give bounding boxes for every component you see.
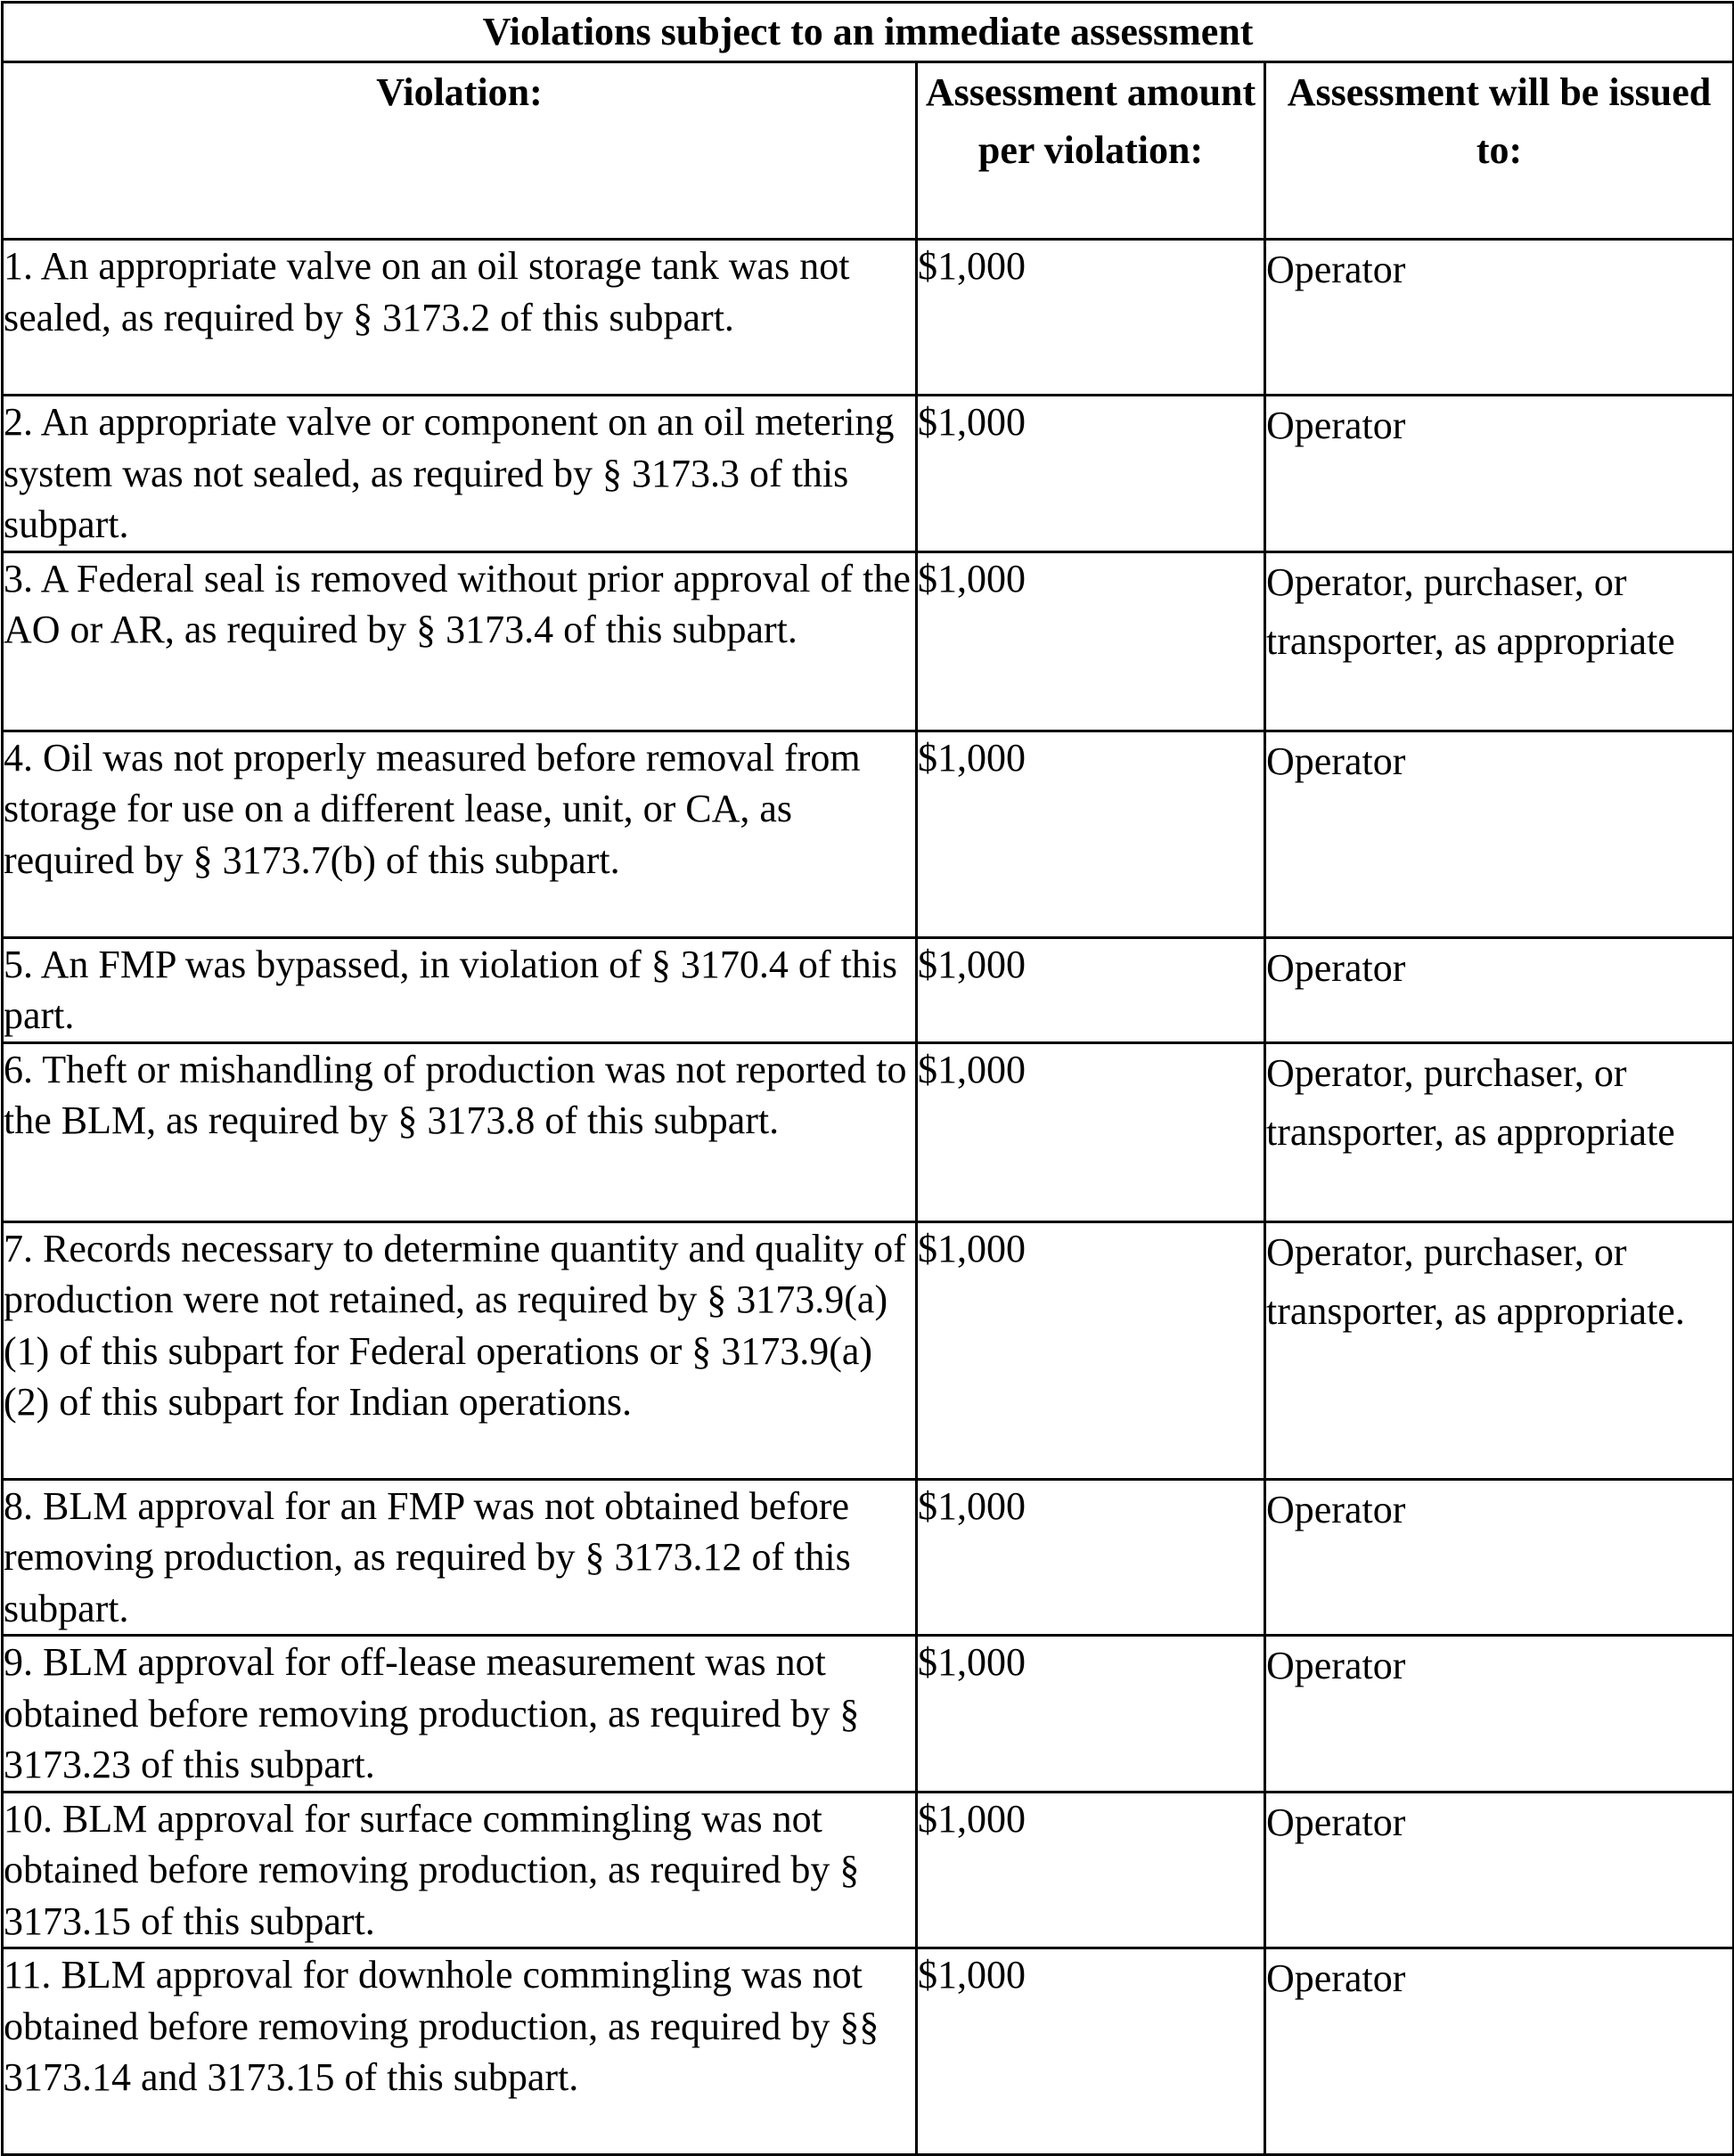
amount-cell: $1,000 [917, 1792, 1265, 1948]
violation-cell: 3. A Federal seal is removed without prior approval of the AO or AR, as required by § 3173.4 of this subpart. [3, 551, 917, 731]
amount-cell: $1,000 [917, 1636, 1265, 1793]
violation-cell: 10. BLM approval for surface commingling was not obtained before removing production, as required by § 3173.15 of this subpart. [3, 1792, 917, 1948]
header-row [3, 62, 1734, 240]
title-row [3, 3, 1734, 62]
violation-cell: 2. An appropriate valve or component on an oil metering system was not sealed, as required by § 3173.3 of this subpart. [3, 396, 917, 552]
issued-to-cell: Operator [1265, 1948, 1734, 2155]
table-row [3, 731, 1734, 937]
issued-to-cell: Operator [1265, 240, 1734, 396]
table-row [3, 937, 1734, 1042]
header-violation: Violation: [3, 62, 917, 240]
header-amount: Assessment amount per violation: [917, 62, 1265, 240]
issued-to-cell: Operator [1265, 731, 1734, 937]
table-row [3, 1479, 1734, 1636]
violation-cell: 4. Oil was not properly measured before removal from storage for use on a different lease, unit, or CA, as required by § 3173.7(b) of this subpart. [3, 731, 917, 937]
violation-cell: 7. Records necessary to determine quantity and quality of production were not retained, as required by § 3173.9(a)(1) of this subpart for Federal operations or § 3173.9(a)(2) of this subpart for Indian operations. [3, 1221, 917, 1479]
amount-cell: $1,000 [917, 937, 1265, 1042]
violation-cell: 5. An FMP was bypassed, in violation of § 3170.4 of this part. [3, 937, 917, 1042]
issued-to-cell: Operator, purchaser, or transporter, as appropriate [1265, 1042, 1734, 1221]
violations-table [1, 1, 1734, 2156]
table-row [3, 1636, 1734, 1793]
issued-to-cell: Operator [1265, 937, 1734, 1042]
violation-cell: 11. BLM approval for downhole commingling was not obtained before removing production, as required by §§ 3173.14 and 3173.15 of this subpart. [3, 1948, 917, 2155]
issued-to-cell: Operator [1265, 396, 1734, 552]
issued-to-cell: Operator [1265, 1479, 1734, 1636]
violation-cell: 1. An appropriate valve on an oil storage tank was not sealed, as required by § 3173.2 of this subpart. [3, 240, 917, 396]
violation-cell: 6. Theft or mishandling of production was not reported to the BLM, as required by § 3173.8 of this subpart. [3, 1042, 917, 1221]
table-row [3, 1792, 1734, 1948]
table-row [3, 551, 1734, 731]
header-issued-to: Assessment will be issued to: [1265, 62, 1734, 240]
violation-cell: 9. BLM approval for off-lease measurement was not obtained before removing production, as required by § 3173.23 of this subpart. [3, 1636, 917, 1793]
table-row [3, 1221, 1734, 1479]
issued-to-cell: Operator [1265, 1636, 1734, 1793]
table-row [3, 1948, 1734, 2155]
violation-cell: 8. BLM approval for an FMP was not obtained before removing production, as required by § 3173.12 of this subpart. [3, 1479, 917, 1636]
issued-to-cell: Operator, purchaser, or transporter, as appropriate [1265, 551, 1734, 731]
amount-cell: $1,000 [917, 1221, 1265, 1479]
table-row [3, 1042, 1734, 1221]
table-title: Violations subject to an immediate assessment [3, 3, 1734, 62]
table-row [3, 396, 1734, 552]
amount-cell: $1,000 [917, 396, 1265, 552]
amount-cell: $1,000 [917, 731, 1265, 937]
amount-cell: $1,000 [917, 240, 1265, 396]
issued-to-cell: Operator [1265, 1792, 1734, 1948]
amount-cell: $1,000 [917, 1042, 1265, 1221]
issued-to-cell: Operator, purchaser, or transporter, as appropriate. [1265, 1221, 1734, 1479]
amount-cell: $1,000 [917, 1479, 1265, 1636]
amount-cell: $1,000 [917, 551, 1265, 731]
table-row [3, 240, 1734, 396]
amount-cell: $1,000 [917, 1948, 1265, 2155]
